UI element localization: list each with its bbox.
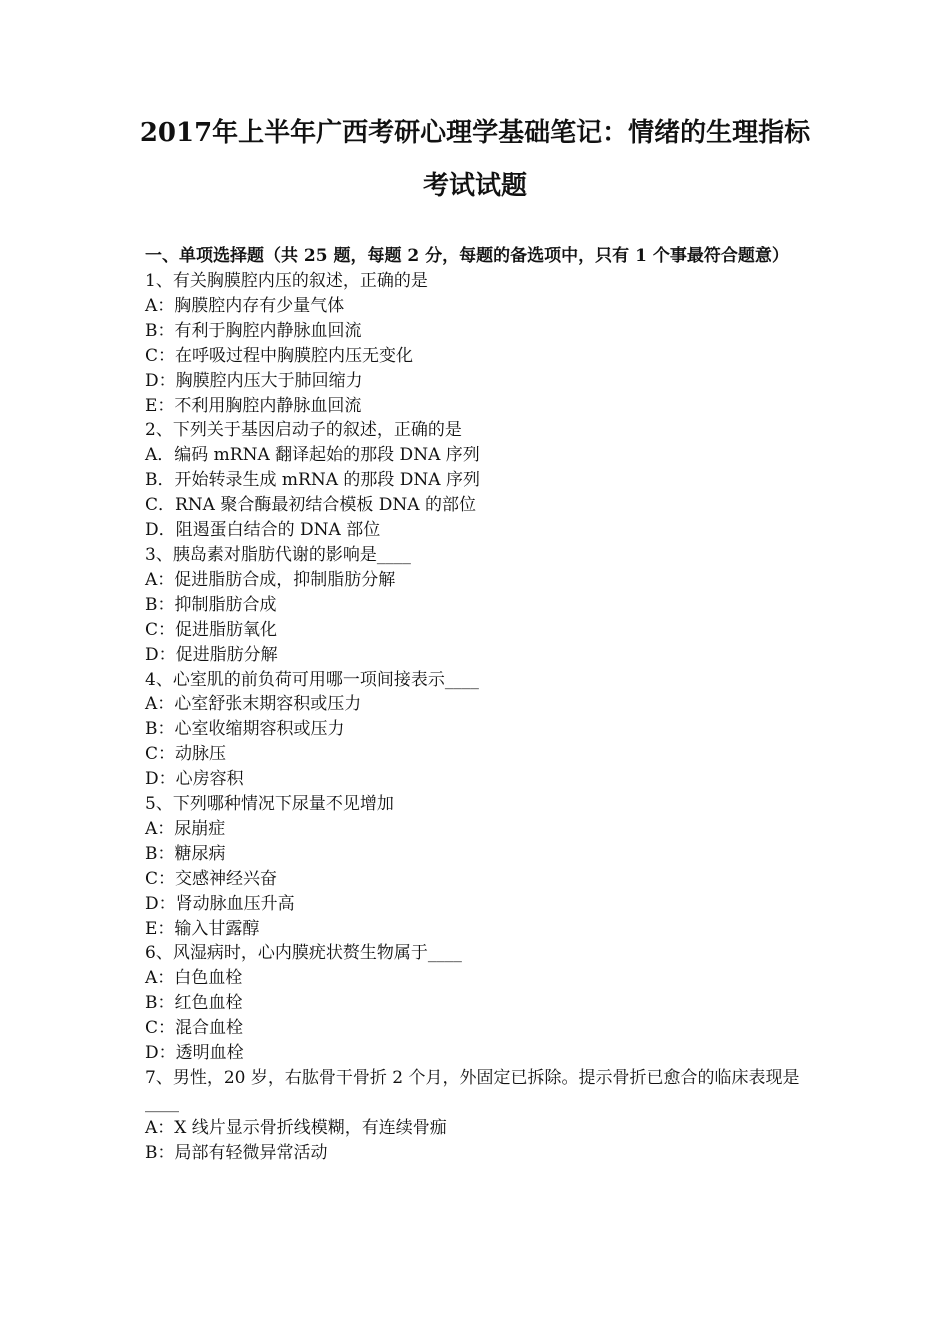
- document-title-line-2: 考试试题: [422, 171, 527, 201]
- question-stem: 1、有关胸膜腔内压的叙述，正确的是: [145, 271, 428, 291]
- question-stem: 5、下列哪种情况下尿量不见增加: [145, 794, 394, 815]
- option-c: C：混合血栓: [145, 1018, 244, 1039]
- option-c: C．RNA 聚合酶最初结合模板 DNA 的部位: [145, 495, 476, 516]
- question-4: [145, 668, 813, 793]
- question-stem: 4、心室肌的前负荷可用哪一项间接表示____: [145, 669, 479, 690]
- document-title-line-1: 2017年上半年广西考研心理学基础笔记：情绪的生理指标: [139, 118, 811, 148]
- option-b: B：有利于胸腔内静脉血回流: [145, 320, 362, 341]
- option-e: E：不利用胸腔内静脉血回流: [145, 395, 362, 416]
- option-d: D：促进脂肪分解: [145, 644, 278, 665]
- option-a: A：促进脂肪合成，抑制脂肪分解: [145, 569, 396, 590]
- option-b: B：抑制脂肪合成: [145, 594, 277, 615]
- option-b: B：心室收缩期容积或压力: [145, 719, 345, 740]
- question-5: [145, 792, 813, 941]
- option-d: D：透明血栓: [145, 1043, 244, 1064]
- option-a: A：心室舒张末期容积或压力: [145, 694, 362, 715]
- question-1: [145, 269, 813, 418]
- option-b: B：红色血栓: [145, 993, 243, 1014]
- question-stem: 2、下列关于基因启动子的叙述，正确的是: [145, 420, 462, 441]
- question-6: [145, 941, 813, 1066]
- question-2: [145, 418, 813, 543]
- question-7: [145, 1066, 813, 1166]
- option-c: C：在呼吸过程中胸膜腔内压无变化: [145, 345, 414, 366]
- question-stem: 3、胰岛素对脂肪代谢的影响是____: [145, 544, 411, 565]
- question-3: [145, 543, 813, 668]
- option-a: A：白色血栓: [145, 968, 243, 989]
- option-d: D：胸膜腔内压大于肺回缩力: [145, 370, 363, 391]
- option-d: D：肾动脉血压升高: [145, 893, 295, 914]
- option-c: C：促进脂肪氧化: [145, 619, 278, 640]
- option-c: C：动脉压: [145, 744, 227, 765]
- question-stem: 7、男性，20 岁，右肱骨干骨折 2 个月，外固定已拆除。提示骨折已愈合的临床表现是____: [145, 1068, 800, 1113]
- option-b: B：糖尿病: [145, 843, 226, 864]
- option-c: C：交感神经兴奋: [145, 868, 278, 889]
- option-b: B．开始转录生成 mRNA 的那段 DNA 序列: [145, 470, 480, 491]
- option-a: A：胸膜腔内存有少量气体: [145, 295, 345, 316]
- option-a: A：X 线片显示骨折线模糊，有连续骨痂: [145, 1117, 447, 1138]
- option-a: A：尿崩症: [145, 818, 226, 839]
- option-d: D：心房容积: [145, 769, 244, 790]
- section-heading: 一、单项选择题（共 25 题，每题 2 分，每题的备选项中，只有 1 个事最符合题意）: [145, 246, 789, 266]
- option-d: D．阻遏蛋白结合的 DNA 部位: [145, 520, 381, 541]
- option-e: E：输入甘露醇: [145, 918, 260, 939]
- question-stem: 6、风湿病时，心内膜疣状赘生物属于____: [145, 943, 462, 964]
- option-b: B：局部有轻微异常活动: [145, 1142, 328, 1163]
- option-a: A．编码 mRNA 翻译起始的那段 DNA 序列: [145, 445, 480, 466]
- document-body: [145, 244, 813, 1166]
